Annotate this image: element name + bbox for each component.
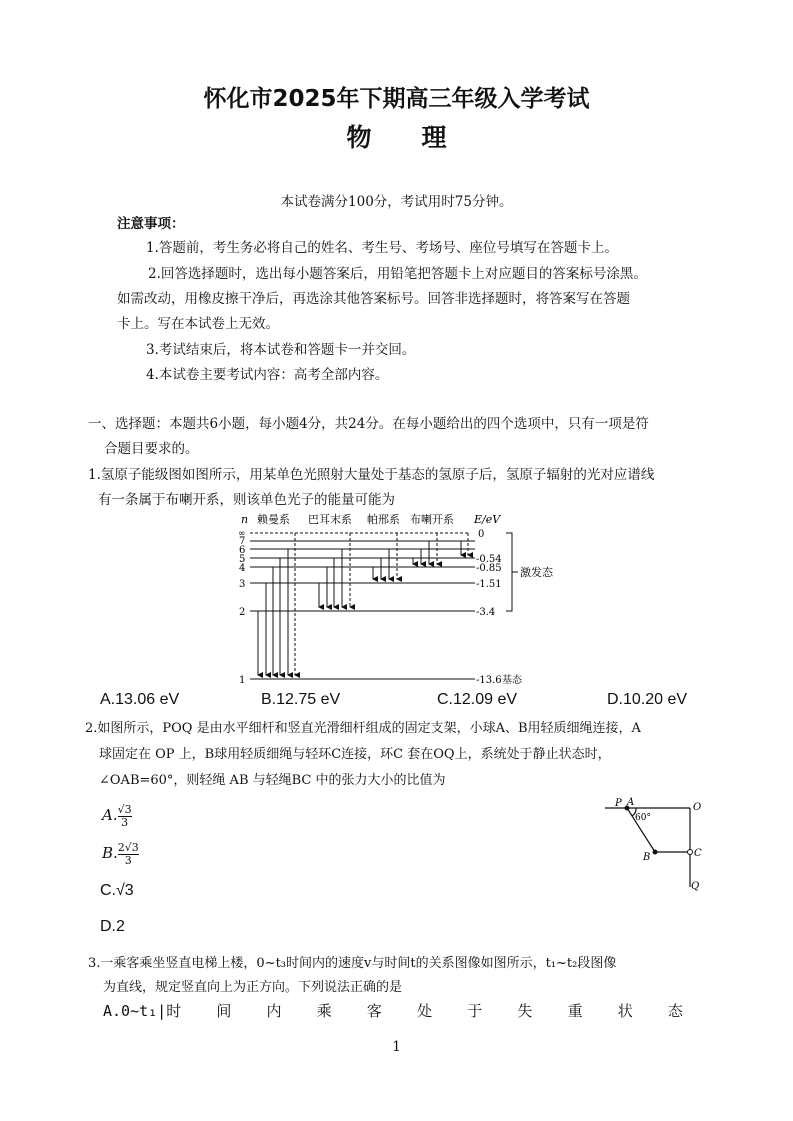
q2-stem-cont: 球固定在 OP 上，B球用轻质细绳与轻环C连接，环C 套在OQ上，系统处于静止状态时， xyxy=(99,747,611,762)
energy-label: -0.54 xyxy=(476,554,502,565)
option-char: 间 xyxy=(216,1002,232,1020)
notes-heading: 注意事项： xyxy=(117,216,185,232)
note-item: 如需改动，用橡皮擦干净后，再选涂其他答案标号。回答非选择题时，将答案写在答题 xyxy=(117,291,630,307)
level-label: 6 xyxy=(239,545,246,556)
q2-option-c[interactable]: C.√3 xyxy=(100,882,134,899)
note-item: 4.本试卷主要考试内容：高考全部内容。 xyxy=(146,367,389,383)
energy-label: -0.85 xyxy=(476,563,502,574)
q3-option-a[interactable] xyxy=(103,1000,683,1021)
n-label: n xyxy=(241,513,249,526)
level-label: 1 xyxy=(239,675,246,686)
option-char: 客 xyxy=(366,1002,382,1020)
level-label: 5 xyxy=(239,554,246,565)
label-o: O xyxy=(693,802,702,813)
exam-title: 怀化市2025年下期高三年级入学考试 xyxy=(203,86,590,112)
fraction-numerator: 2√3 xyxy=(117,840,139,854)
energy-axis-label: E/eV xyxy=(474,513,501,526)
fraction-numerator: √3 xyxy=(117,802,132,816)
q1-option-b[interactable]: B.12.75 eV xyxy=(261,691,341,708)
series-balmer: 巴耳末系 xyxy=(308,513,352,526)
series-paschen: 帕邢系 xyxy=(367,513,400,526)
q1-stem: 1.氢原子能级图如图所示，用某单色光照射大量处于基态的氢原子后，氢原子辐射的光对应谱线 xyxy=(88,467,655,483)
label-p: P xyxy=(615,798,622,809)
section-heading: 一、选择题：本题共6小题，每小题4分，共24分。在每小题给出的四个选项中，只有一项是符 xyxy=(88,416,649,432)
page-number: 1 xyxy=(392,1039,401,1055)
note-item: 卡上。写在本试卷上无效。 xyxy=(117,316,279,332)
energy-label: -13.6 xyxy=(476,675,502,686)
energy-label: 0 xyxy=(478,529,485,540)
series-lyman: 赖曼系 xyxy=(257,513,290,526)
level-label: 4 xyxy=(239,563,246,574)
level-label: 7 xyxy=(239,536,246,547)
q2-option-b[interactable] xyxy=(102,838,139,868)
fraction-denominator: 3 xyxy=(124,853,132,867)
ground-state-label: 基态 xyxy=(502,675,522,686)
label-c: C xyxy=(694,848,702,859)
note-item: 2.回答选择题时，选出每小题答案后，用铅笔把答题卡上对应题目的答案标号涂黑。 xyxy=(148,266,647,282)
q2-stem-cont: ∠OAB=60°，则轻绳 AB 与轻绳BC 中的张力大小的比值为 xyxy=(99,773,446,788)
q1-option-a[interactable]: A.13.06 eV xyxy=(100,691,180,708)
q3-stem-cont: 为直线，规定竖直向上为正方向。下列说法正确的是 xyxy=(103,980,403,995)
level-label: ∞ xyxy=(238,529,246,539)
exam-info: 本试卷满分100分，考试用时75分钟。 xyxy=(280,194,513,210)
option-char: 重 xyxy=(567,1002,583,1020)
q2-option-a[interactable] xyxy=(102,800,132,830)
angle-label: 60° xyxy=(635,813,651,823)
q2-stem: 2.如图所示，POQ 是由水平细杆和竖直光滑细杆组成的固定支架，小球A、B用轻质细绳连接，A xyxy=(85,721,641,736)
section-heading-cont: 合题目要求的。 xyxy=(104,441,199,457)
rod-ball-figure xyxy=(600,795,710,895)
label-a: A xyxy=(627,797,635,808)
option-char: 态 xyxy=(667,1002,683,1020)
series-brackett: 布喇开系 xyxy=(410,513,454,526)
fraction-denominator: 3 xyxy=(121,815,129,829)
subject-title: 物 理 xyxy=(346,123,447,152)
option-char: 乘 xyxy=(316,1002,332,1020)
energy-level-diagram xyxy=(230,510,580,690)
option-char: 处 xyxy=(417,1002,433,1020)
option-char: 于 xyxy=(467,1002,483,1020)
energy-label: -3.4 xyxy=(476,607,496,618)
q2-option-d[interactable]: D.2 xyxy=(100,918,125,935)
note-item: 3.考试结束后，将本试卷和答题卡一并交回。 xyxy=(146,342,416,358)
option-char: 状 xyxy=(617,1002,633,1020)
label-q: Q xyxy=(691,881,700,892)
q3-stem: 3.一乘客乘坐竖直电梯上楼，0~t₃时间内的速度v与时间t的关系图像如图所示，t₁~t₂段图像 xyxy=(88,956,617,971)
option-letter: A. xyxy=(102,806,118,824)
energy-label: -1.51 xyxy=(476,579,502,590)
option-char: 失 xyxy=(517,1002,533,1020)
option-char: 内 xyxy=(266,1002,282,1020)
label-b: B xyxy=(643,852,651,863)
excited-state-label: 激发态 xyxy=(520,566,553,579)
option-prefix: A.0~t₁|时 xyxy=(103,1002,182,1020)
level-label: 2 xyxy=(239,607,246,618)
level-label: 3 xyxy=(239,579,246,590)
q1-option-d[interactable]: D.10.20 eV xyxy=(607,691,688,708)
option-letter: B. xyxy=(102,844,118,862)
q1-stem-cont: 有一条属于布喇开系，则该单色光子的能量可能为 xyxy=(98,492,395,508)
note-item: 1.答题前，考生务必将自己的姓名、考生号、考场号、座位号填写在答题卡上。 xyxy=(146,240,618,256)
q1-option-c[interactable]: C.12.09 eV xyxy=(437,691,518,708)
